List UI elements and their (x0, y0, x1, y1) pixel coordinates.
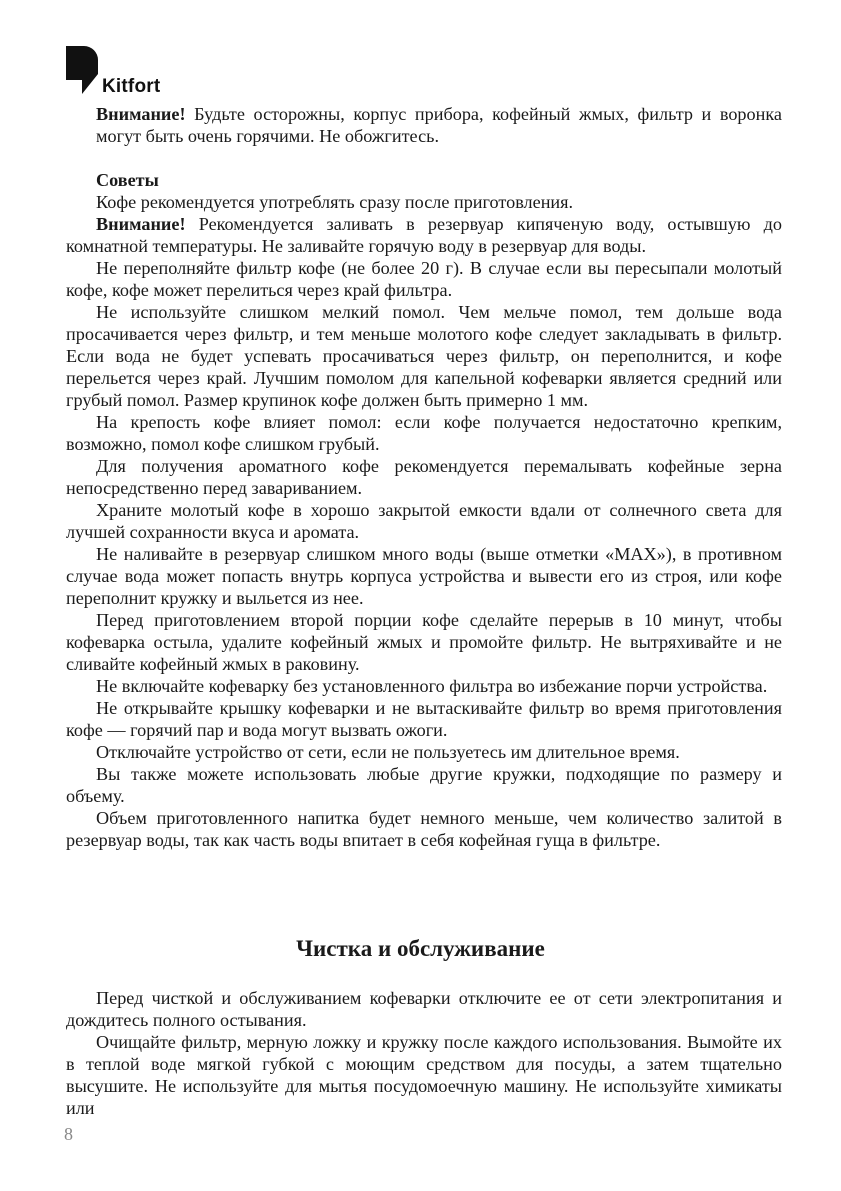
warning-text: Будьте осторожны, корпус прибора, кофейный жмых, фильтр и воронка могут быть очень горячими. Не обожгитесь. (96, 104, 782, 146)
tips-heading: Советы (96, 170, 159, 190)
warning-text: Рекомендуется заливать в резервуар кипяченую воду, остывшую до комнатной температуры. Не заливайте горячую воду в резервуар для воды. (66, 214, 782, 256)
warning-paragraph (66, 103, 782, 147)
kitfort-logo-icon (64, 44, 100, 96)
warning-label: Внимание! (96, 104, 186, 124)
tips-paragraph: Вы также можете использовать любые другие кружки, подходящие по размеру и объему. (66, 764, 782, 806)
tips-paragraph: Не наливайте в резервуар слишком много воды (выше отметки «MAX»), в противном случае вода может попасть внутрь корпуса устройства и вывести его из строя, или кофе переполнит кружку и выльется из нее. (66, 544, 782, 608)
tips-paragraph: Храните молотый кофе в хорошо закрытой емкости вдали от солнечного света для лучшей сохранности вкуса и аромата. (66, 500, 782, 542)
brand-name: Kitfort (102, 76, 161, 97)
cleaning-section (66, 987, 782, 1119)
tips-paragraph: Не переполняйте фильтр кофе (не более 20 г). В случае если вы пересыпали молотый кофе, кофе может перелиться через край фильтра. (66, 258, 782, 300)
tips-paragraph: Не открывайте крышку кофеварки и не вытаскивайте фильтр во время приготовления кофе — горячий пар и вода могут вызвать ожоги. (66, 698, 782, 740)
tips-paragraph: Объем приготовленного напитка будет немного меньше, чем количество залитой в резервуар воды, так как часть воды впитает в себя кофейная гуща в фильтре. (66, 808, 782, 850)
tips-paragraph: Для получения ароматного кофе рекомендуется перемалывать кофейные зерна непосредственно перед завариванием. (66, 456, 782, 498)
tips-paragraph (66, 213, 782, 257)
page-number: 8 (64, 1124, 73, 1144)
cleaning-heading: Чистка и обслуживание (296, 936, 545, 961)
tips-paragraph: Отключайте устройство от сети, если не пользуетесь им длительное время. (96, 742, 680, 762)
tips-paragraph: Кофе рекомендуется употреблять сразу после приготовления. (96, 192, 574, 212)
warning-label: Внимание! (96, 214, 186, 234)
tips-section (66, 103, 782, 851)
brand-logo (64, 44, 160, 96)
cleaning-paragraph: Перед чисткой и обслуживанием кофеварки отключите ее от сети электропитания и дождитесь полного остывания. (66, 988, 782, 1030)
cleaning-paragraph: Очищайте фильтр, мерную ложку и кружку после каждого использования. Вымойте их в теплой воде мягкой губкой с моющим средством для посуды, а затем тщательно высушите. Не используйте для мытья посудомоечную машину. Не используйте химикаты или (66, 1032, 782, 1118)
tips-paragraph: На крепость кофе влияет помол: если кофе получается недостаточно крепким, возможно, помол кофе слишком грубый. (66, 412, 782, 454)
tips-paragraph: Перед приготовлением второй порции кофе сделайте перерыв в 10 минут, чтобы кофеварка остыла, удалите кофейный жмых и промойте фильтр. Не вытряхивайте и не сливайте кофейный жмых в раковину. (66, 610, 782, 674)
tips-paragraph: Не включайте кофеварку без установленного фильтра во избежание порчи устройства. (96, 676, 768, 696)
tips-paragraph: Не используйте слишком мелкий помол. Чем мельче помол, тем дольше вода просачивается через фильтр, и тем меньше молотого кофе следует закладывать в фильтр. Если вода не будет успевать просачиваться через фильтр, он переполнится, и кофе перельется через край. Лучшим помолом для капельной кофеварки является средний или грубый помол. Размер крупинок кофе должен быть примерно 1 мм. (66, 302, 782, 410)
